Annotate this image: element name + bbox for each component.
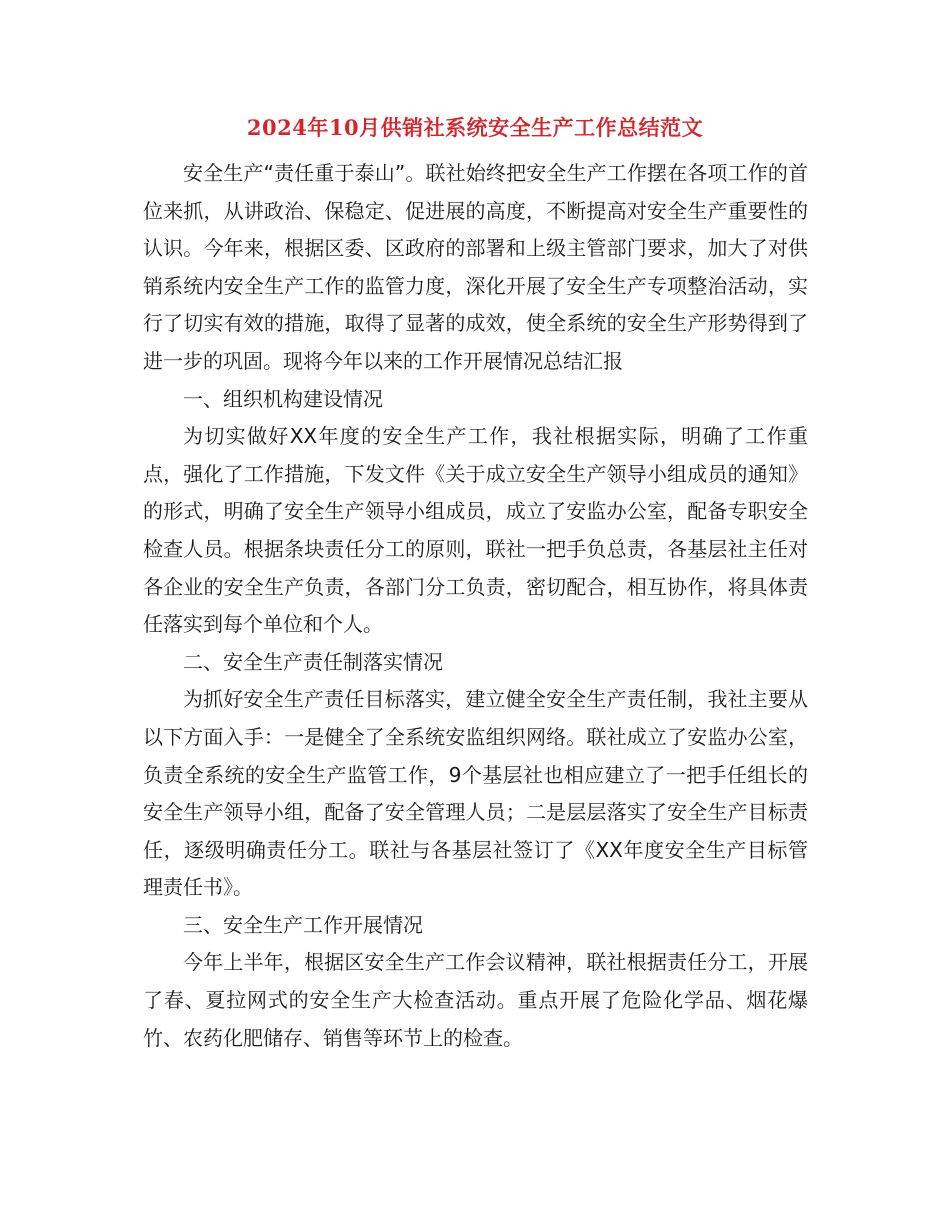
document-title: 2024年10月供销社系统安全生产工作总结范文: [246, 115, 704, 140]
section-paragraph-3: 今年上半年，根据区安全生产工作会议精神，联社根据责任分工，开展了春、夏拉网式的安全生产大检查活动。重点开展了危险化学品、烟花爆竹、农药化肥储存、销售等环节上的检查。: [143, 950, 808, 1050]
section-heading-2: 二、安全生产责任制落实情况: [183, 649, 443, 674]
section-heading-3: 三、安全生产工作开展情况: [183, 912, 423, 937]
intro-paragraph: 安全生产“责任重于泰山”。联社始终把安全生产工作摆在各项工作的首位来抓，从讲政治、保稳定、促进展的高度，不断提高对安全生产重要性的认识。今年来，根据区委、区政府的部署和上级主管部门要求，加大了对供销系统内安全生产工作的监管力度，深化开展了安全生产专项整治活动，实行了切实有效的措施，取得了显著的成效，使全系统的安全生产形势得到了进一步的巩固。现将今年以来的工作开展情况总结汇报: [143, 161, 808, 373]
section-heading-1: 一、组织机构建设情况: [183, 386, 383, 411]
document-body: [143, 155, 808, 1057]
section-paragraph-1: 为切实做好XX年度的安全生产工作，我社根据实际，明确了工作重点，强化了工作措施，下发文件《关于成立安全生产领导小组成员的通知》的形式，明确了安全生产领导小组成员，成立了安监办公室，配备专职安全检查人员。根据条块责任分工的原则，联社一把手负总责，各基层社主任对各企业的安全生产负责，各部门分工负责，密切配合，相互协作，将具体责任落实到每个单位和个人。: [143, 424, 808, 637]
section-paragraph-2: 为抓好安全生产责任目标落实，建立健全安全生产责任制，我社主要从以下方面入手：一是健全了全系统安监组织网络。联社成立了安监办公室，负责全系统的安全生产监管工作，9个基层社也相应建立了一把手任组长的安全生产领导小组，配备了安全管理人员；二是层层落实了安全生产目标责任，逐级明确责任分工。联社与各基层社签订了《XX年度安全生产目标管理责任书》。: [143, 687, 808, 900]
